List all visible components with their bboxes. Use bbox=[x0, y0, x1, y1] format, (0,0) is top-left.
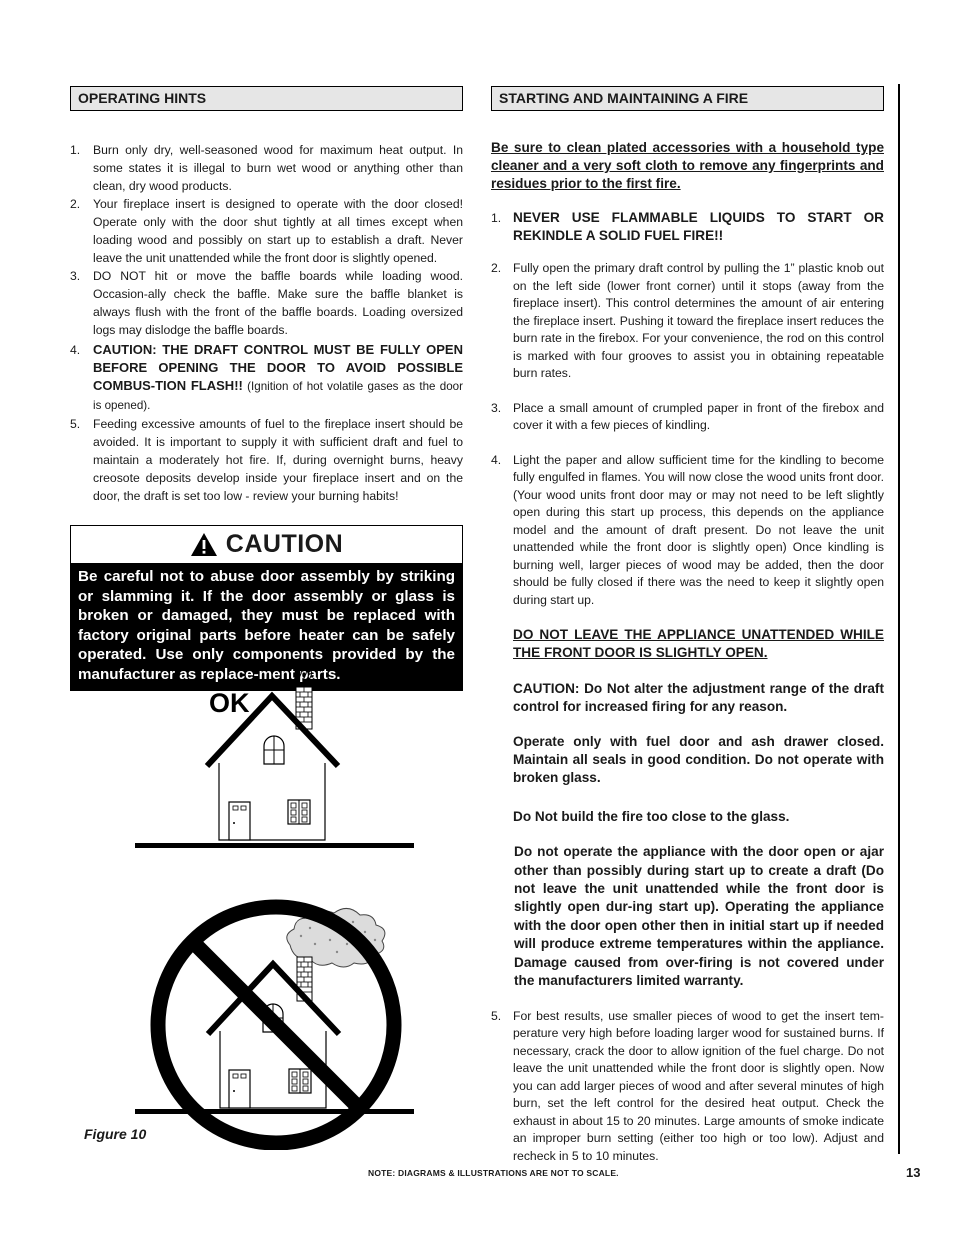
fire-steps-list bbox=[491, 209, 884, 609]
caution-title: CAUTION bbox=[225, 530, 344, 558]
list-item: 2. Your fireplace insert is designed to operate with the door closed! Operate only with the door shut tightly at all times except when loading wood and possibly on start up to establish a draft. Never leave the unit unattended while the front door is slightly opened. bbox=[70, 197, 463, 265]
scale-note: NOTE: DIAGRAMS & ILLUSTRATIONS ARE NOT TO SCALE. bbox=[368, 1168, 619, 1178]
caution-body: Be careful not to abuse door assembly by striking or slamming it. If the door assembly or glass is broken or damaged, they must be replaced with factory original parts before heater can be safely operated. Use only components provided by the manufacturer as replace-ment parts. bbox=[71, 563, 462, 690]
list-item: 5. For best results, use smaller pieces of wood to get the insert tem-perature very high before loading larger wood for sustained burns. If necessary, crack the door to allow ignition of the fuel charge. Do not leave the unit unattended while the front door is slightly open. Now you can add larger pieces of wood and after several minutes of high burn, set the left control for the desired heat output. Check the exhaust in about 15 to 20 minutes. Large amounts of smoke indicate an improper burn setting (either too high or too low). Adjust and recheck in 5 to 10 minutes. bbox=[491, 1008, 884, 1163]
list-item: 3. DO NOT hit or move the baffle boards while loading wood. Occasion-ally check the baffle. Make sure the baffle blanket is always flush with the front of the baffle boards. Loading oversized logs may dislodge the baffle boards. bbox=[70, 269, 463, 337]
glass-distance-warning: Do Not build the fire too close to the glass. bbox=[513, 808, 790, 824]
caution-heading bbox=[71, 526, 462, 563]
operating-hints-column bbox=[70, 86, 463, 691]
ok-label: OK bbox=[209, 688, 250, 718]
list-item: 1. NEVER USE FLAMMABLE LIQUIDS TO START OR REKINDLE A SOLID FUEL FIRE!! bbox=[491, 210, 884, 243]
door-open-warning: Do not operate the appliance with the door open or ajar other than possibly during start up to create a draft (Do not leave the unit unattended while the front door is slightly open dur-ing start up). Operating the appliance with the door open other then in initial start up if needed will produce extreme temperatures within the appliance. Damage caused from over-firing is not covered under the manufacturers limited warranty. bbox=[514, 844, 884, 989]
page-number: 13 bbox=[906, 1165, 921, 1180]
list-item: 4. CAUTION: THE DRAFT CONTROL MUST BE FULLY OPEN BEFORE OPENING THE DOOR TO AVOID POSSIBLE COMBUS-TION FLASH!! (Ignition of hot volatile gases as the door is opened). bbox=[70, 342, 463, 412]
draft-caution-text: CAUTION: THE DRAFT CONTROL MUST BE FULLY OPEN BEFORE OPENING THE DOOR TO AVOID POSSIBLE COMBUS-TION FLASH!! bbox=[93, 342, 463, 393]
starting-fire-header: STARTING AND MAINTAINING A FIRE bbox=[491, 86, 884, 111]
house-ok-drawing bbox=[135, 666, 414, 848]
operating-hints-list bbox=[70, 141, 463, 505]
fire-steps-list-cont bbox=[491, 1008, 884, 1166]
warning-triangle-icon bbox=[190, 532, 218, 557]
list-item: 2. Fully open the primary draft control by pulling the 1” plastic knob out on the left side (lower front corner) until it stops (away from the fireplace insert). This control determines the amount of air entering the fireplace insert. Pushing it toward the fireplace insert reduces the burn rate in the firebox. For your convenience, the rod on this control is marked with four grooves to assist you in obtaining repeatable burn rates. bbox=[491, 261, 884, 380]
cleaning-notice: Be sure to clean plated accessories with a household type cleaner and a very soft cloth to remove any fingerprints and residues prior to the first fire. bbox=[491, 140, 884, 191]
list-item: 4. Light the paper and allow sufficient time for the kindling to become fully engulfed in flames. You will now close the wood units front door. (Your wood units front door may or may not need to be left slightly open during this start up process, this depends on the appliance model and the amount of draft present. Do not leave the unit unattended while the front door is slightly open) Once kindling is burning well, larger pieces of wood may be added, then the door should be fully closed if there was the need to keep it slightly open during start up. bbox=[491, 452, 884, 607]
house-not-ok-drawing bbox=[135, 907, 414, 1143]
list-item: 5. Feeding excessive amounts of fuel to the fireplace insert should be avoided. It is important to supply it with sufficient draft and fuel to maintain a moderately hot fire. If, during overnight burns, heavy creosote deposits develop inside your fireplace insert and on the door, the draft is set too low - review your burning habits! bbox=[70, 417, 463, 503]
operating-hints-header: OPERATING HINTS bbox=[70, 86, 463, 111]
figure-10-illustration bbox=[125, 660, 425, 1150]
draft-adjust-caution: CAUTION: Do Not alter the adjustment range of the draft control for increased firing for any reason. bbox=[513, 680, 884, 715]
column-divider bbox=[898, 84, 900, 1154]
seals-warning: Operate only with fuel door and ash drawer closed. Maintain all seals in good condition. Do not operate with broken glass. bbox=[513, 733, 884, 786]
unattended-warning: DO NOT LEAVE THE APPLIANCE UNATTENDED WHILE THE FRONT DOOR IS SLIGHTLY OPEN. bbox=[513, 627, 884, 661]
figure-caption: Figure 10 bbox=[84, 1126, 147, 1142]
list-item: 3. Place a small amount of crumpled paper in front of the firebox and cover it with a few pieces of kindling. bbox=[491, 400, 884, 432]
starting-fire-column bbox=[491, 86, 884, 1165]
list-item: 1. Burn only dry, well-seasoned wood for maximum heat output. In some states it is illegal to burn wet wood or anything other than clean, dry wood products. bbox=[70, 143, 463, 193]
